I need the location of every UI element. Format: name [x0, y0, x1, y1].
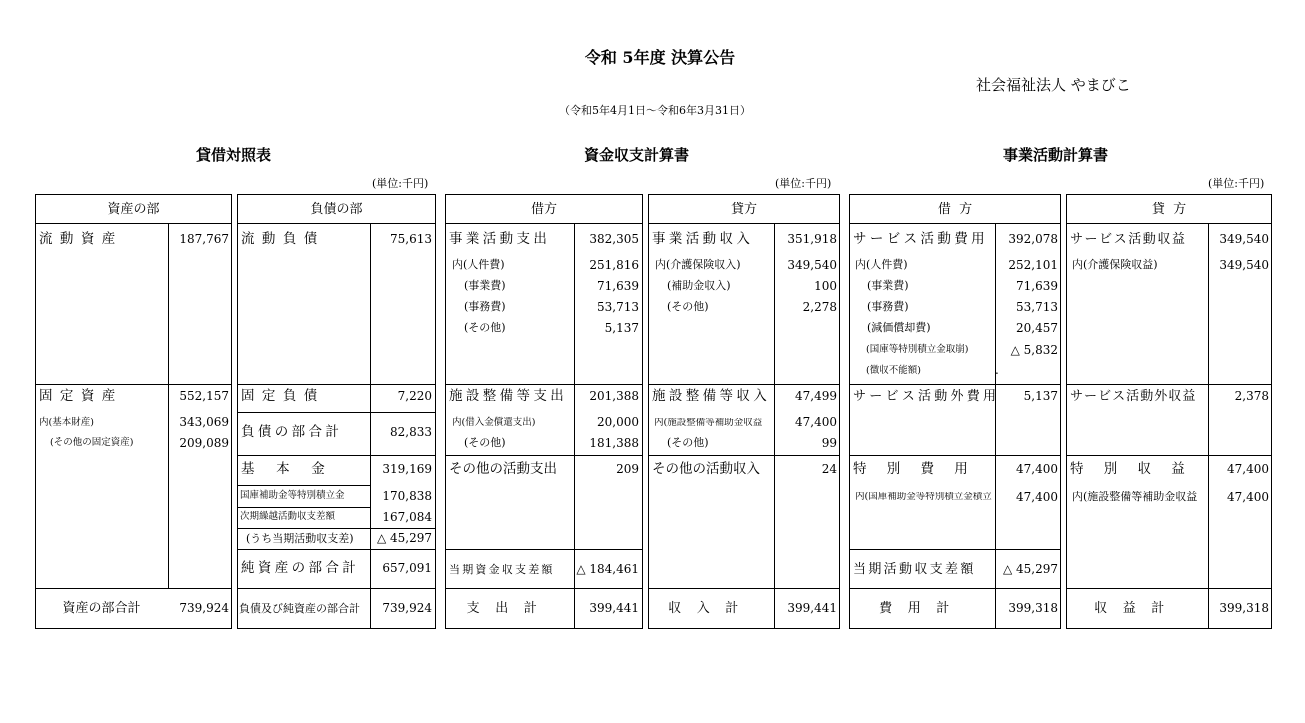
special-rev-item-value: 47,400 [1227, 490, 1269, 504]
basic-property-value: 343,069 [179, 415, 229, 429]
fixed-assets-value: 552,157 [179, 389, 229, 403]
inc-total-label: 収入計 [668, 601, 754, 616]
special-cost-item-value: 47,400 [1016, 490, 1058, 504]
facility-inc-item-1-label: (その他) [667, 436, 709, 449]
assets-total-value: 739,924 [179, 601, 229, 615]
report-title: 令和 5年度 決算公告 [584, 48, 736, 67]
cost-total-label: 費用計 [879, 601, 965, 616]
facility-exp-item-0-value: 20,000 [597, 415, 639, 429]
other-exp-label: その他の活動支出 [449, 461, 557, 477]
basic-property-label: 内(基本財産) [39, 417, 94, 428]
carryover-value: 167,084 [382, 510, 432, 524]
grand-total-label: 負債及び純資産の部合計 [239, 602, 360, 615]
svc-rev-item-value: 349,540 [1219, 258, 1269, 272]
biz-exp-item-1-value: 71,639 [597, 279, 639, 293]
non-svc-cost-value: 5,137 [1023, 389, 1058, 403]
period-diff-label: 当期活動収支差額 [853, 562, 976, 577]
svc-cost-value: 392,078 [1008, 232, 1058, 246]
rev-total-label: 収益計 [1094, 601, 1180, 616]
pl-debit-header: 借 方 [937, 202, 973, 217]
facility-inc-label: 施設整備等収入 [652, 388, 771, 404]
non-svc-rev-value: 2,378 [1234, 389, 1269, 403]
liab-total-value: 82,833 [390, 425, 432, 439]
bs-title: 貸借対照表 [196, 146, 272, 164]
bs-assets-header: 資産の部 [107, 202, 160, 217]
fixed-liab-value: 7,220 [397, 389, 432, 403]
special-rev-label: 特別収益 [1070, 461, 1205, 477]
biz-inc-item-1-label: (補助金収入) [667, 279, 731, 292]
assets-total-label: 資産の部合計 [62, 601, 141, 616]
facility-exp-item-1-value: 181,388 [589, 436, 639, 450]
liab-total-label: 負債の部合計 [241, 424, 343, 440]
current-assets-label: 流動資産 [39, 231, 123, 247]
biz-inc-item-0-label: 内(介護保険収入) [655, 258, 741, 271]
svc-cost-item-4-label: (国庫等特別積立金取崩) [866, 344, 969, 355]
basic-fund-value: 319,169 [382, 462, 432, 476]
report-period: （令和5年4月1日～令和6年3月31日） [559, 104, 751, 117]
bs-assets-table [35, 194, 232, 629]
current-diff-value: △ 45,297 [376, 531, 432, 545]
svc-cost-item-4-value: △ 5,832 [1010, 343, 1058, 357]
biz-inc-item-1-value: 100 [814, 279, 837, 293]
facility-exp-item-0-label: 内(借入金償還支出) [452, 417, 536, 428]
special-cost-item-label: 内(国庫補助金等特別積立金積立 [855, 492, 992, 502]
other-inc-value: 24 [821, 462, 837, 476]
svc-rev-label: サービス活動収益 [1070, 232, 1187, 247]
biz-inc-value: 351,918 [787, 232, 837, 246]
facility-inc-item-0-value: 47,400 [795, 415, 837, 429]
carryover-label: 次期繰越活動収支差額 [240, 511, 336, 522]
cf-credit-header: 貸方 [730, 202, 757, 217]
current-liab-label: 流動負債 [241, 231, 325, 247]
facility-exp-value: 201,388 [589, 389, 639, 403]
facility-exp-item-1-label: (その他) [464, 436, 506, 449]
pl-unit: (単位:千円) [1208, 177, 1265, 190]
period-diff-value: △ 45,297 [1002, 562, 1058, 576]
biz-exp-value: 382,305 [589, 232, 639, 246]
special-rev-item-label: 内(施設整備等補助金収益 [1072, 491, 1198, 502]
cf-unit: (単位:千円) [775, 177, 832, 190]
other-fixed-assets-label: (その他の固定資産) [50, 437, 134, 448]
facility-inc-item-1-value: 99 [821, 436, 837, 450]
cash-balance-value: △ 184,461 [576, 562, 639, 576]
svc-cost-item-5-value: . [995, 363, 999, 377]
svc-cost-item-3-value: 20,457 [1016, 321, 1058, 335]
svc-cost-label: サービス活動費用 [853, 231, 988, 247]
pl-title: 事業活動計算書 [1003, 146, 1109, 164]
cf-debit-header: 借方 [530, 202, 557, 217]
bs-unit: (単位:千円) [372, 177, 429, 190]
biz-exp-item-0-label: 内(人件費) [452, 258, 505, 271]
facility-inc-value: 47,499 [795, 389, 837, 403]
svc-cost-item-2-label: (事務費) [867, 300, 909, 313]
biz-exp-label: 事業活動支出 [449, 231, 551, 247]
exp-total-value: 399,441 [589, 601, 639, 615]
cost-total-value: 399,318 [1008, 601, 1058, 615]
fixed-liab-label: 固定負債 [241, 388, 325, 404]
net-assets-total-label: 純資産の部合計 [241, 560, 360, 576]
facility-exp-label: 施設整備等支出 [449, 388, 568, 404]
special-cost-value: 47,400 [1016, 462, 1058, 476]
pl-credit-header: 貸 方 [1151, 202, 1187, 217]
biz-exp-item-3-label: (その他) [464, 321, 506, 334]
exp-total-label: 支出計 [466, 601, 553, 616]
current-diff-label: (うち当期活動収支差) [246, 532, 354, 545]
subsidy-reserve-label: 国庫補助金等特別積立金 [240, 490, 345, 501]
svc-cost-item-5-label: (徴収不能額) [866, 365, 921, 376]
biz-inc-item-2-label: (その他) [667, 300, 709, 313]
inc-total-value: 399,441 [787, 601, 837, 615]
other-exp-value: 209 [616, 462, 639, 476]
organization-name: 社会福祉法人 やまびこ [976, 76, 1131, 94]
svc-cost-item-3-label: (減価償却費) [867, 321, 931, 334]
fixed-assets-label: 固定資産 [39, 388, 123, 404]
grand-total-value: 739,924 [382, 601, 432, 615]
current-assets-value: 187,767 [179, 232, 229, 246]
bs-liabilities-header: 負債の部 [310, 202, 363, 217]
cash-balance-label: 当期資金収支差額 [449, 563, 555, 576]
biz-exp-item-1-label: (事業費) [464, 279, 506, 292]
biz-exp-item-3-value: 5,137 [604, 321, 639, 335]
non-svc-cost-label: サービス活動外費用 [853, 389, 1000, 404]
net-assets-total-value: 657,091 [382, 561, 432, 575]
svc-cost-item-2-value: 53,713 [1016, 300, 1058, 314]
subsidy-reserve-value: 170,838 [382, 489, 432, 503]
svc-cost-item-1-label: (事業費) [867, 279, 909, 292]
other-fixed-assets-value: 209,089 [179, 436, 229, 450]
biz-inc-label: 事業活動収入 [652, 231, 754, 247]
biz-inc-item-0-value: 349,540 [787, 258, 837, 272]
non-svc-rev-label: サービス活動外収益 [1070, 389, 1197, 404]
biz-exp-item-2-label: (事務費) [464, 300, 506, 313]
cf-title: 資金収支計算書 [584, 146, 690, 164]
biz-exp-item-2-value: 53,713 [597, 300, 639, 314]
basic-fund-label: 基本金 [241, 461, 347, 477]
other-inc-label: その他の活動収入 [652, 461, 760, 477]
special-cost-label: 特別費用 [853, 461, 988, 477]
svc-cost-item-0-label: 内(人件費) [855, 258, 908, 271]
svc-rev-item-label: 内(介護保険収益) [1072, 258, 1158, 271]
current-liab-value: 75,613 [390, 232, 432, 246]
svc-cost-item-1-value: 71,639 [1016, 279, 1058, 293]
special-rev-value: 47,400 [1227, 462, 1269, 476]
svc-rev-value: 349,540 [1219, 232, 1269, 246]
biz-inc-item-2-value: 2,278 [802, 300, 837, 314]
facility-inc-item-0-label: 内(施設整備等補助金収益 [654, 418, 763, 428]
biz-exp-item-0-value: 251,816 [589, 258, 639, 272]
svc-cost-item-0-value: 252,101 [1008, 258, 1058, 272]
rev-total-value: 399,318 [1219, 601, 1269, 615]
